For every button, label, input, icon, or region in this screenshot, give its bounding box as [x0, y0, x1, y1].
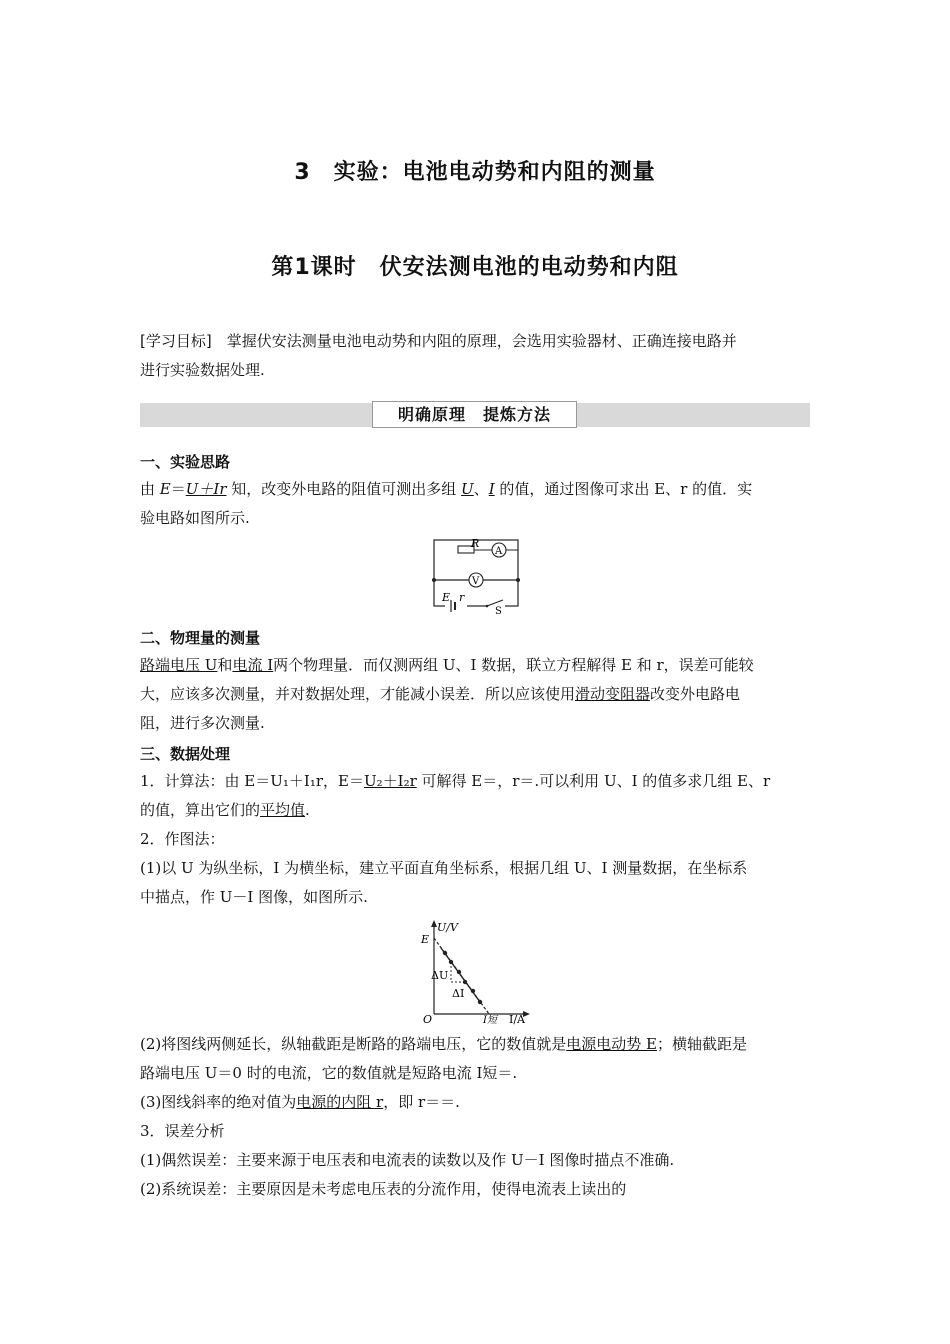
- s1-sep: 、: [473, 480, 489, 498]
- resistor-label: R: [471, 537, 480, 550]
- s1-underline-u: U: [461, 480, 474, 498]
- circuit-diagram: [425, 534, 525, 614]
- delta-i-label: ΔI: [452, 987, 465, 1000]
- data-point: [443, 951, 447, 955]
- s2-and: 和: [217, 656, 233, 674]
- calc-line2-end: .: [305, 801, 310, 819]
- switch-label: S: [495, 606, 502, 614]
- section3-calc: [140, 767, 810, 912]
- s2-underline-current: 电流 I: [232, 656, 274, 674]
- origin-label: O: [423, 1013, 433, 1026]
- data-point: [478, 1000, 482, 1004]
- error-systematic: (2)系统误差：主要原因是未考虑电压表的分流作用，使得电流表上读出的: [140, 1180, 627, 1198]
- objective-label: [学习目标]: [140, 332, 212, 350]
- s2-underline-voltage: 路端电压 U: [140, 656, 218, 674]
- e-intercept-label: E: [421, 933, 430, 946]
- g2-b: ；横轴截距是: [656, 1035, 747, 1053]
- internal-r-label: r: [459, 591, 465, 604]
- emf-label: E: [442, 591, 451, 604]
- chapter-title: 3 实验：电池电动势和内阻的测量: [294, 160, 656, 185]
- section2-heading: 二、物理量的测量: [140, 629, 261, 647]
- objective-line2: 进行实验数据处理.: [140, 361, 265, 379]
- s2-line2-rest: 改变外电路电: [650, 685, 741, 703]
- s2-underline-rheostat: 滑动变阻器: [575, 685, 651, 703]
- data-point: [457, 970, 461, 974]
- s1-text-b: 知，改变外电路的阻值可测出多组: [226, 480, 462, 498]
- calc-underline: U₂＋I₂r: [363, 772, 417, 790]
- calc-b: 可解得 E＝，r＝.可以利用 U、I 的值多求几组 E、r: [416, 772, 771, 790]
- x-axis-label: I/A: [509, 1013, 525, 1026]
- u-i-graph: [418, 918, 534, 1026]
- data-point: [471, 989, 475, 993]
- g2-line2: 路端电压 U＝0 时的电流，它的数值就是短路电流 I短＝.: [140, 1064, 518, 1082]
- s1-text-a: 由: [140, 480, 160, 498]
- s1-underline-i: I: [488, 480, 495, 498]
- delta-u-label: ΔU: [431, 969, 449, 982]
- lesson-title: 第1课时 伏安法测电池的电动势和内阻: [271, 255, 679, 280]
- g3-b: ，即 r＝＝.: [383, 1093, 460, 1111]
- ammeter-label: A: [495, 546, 503, 557]
- s1-text-c: 的值，通过图像可求出 E、r 的值．实: [494, 480, 753, 498]
- error-analysis-title: 3．误差分析: [140, 1122, 225, 1140]
- s2-line1: 两个物理量．而仅测两组 U、I 数据，联立方程解得 E 和 r，误差可能较: [273, 656, 754, 674]
- calc-line2: 的值，算出它们的: [140, 801, 261, 819]
- error-random: (1)偶然误差：主要来源于电压表和电流表的读数以及作 U－I 图像时描点不准确.: [140, 1151, 675, 1169]
- graph-step1-line2: 中描点，作 U－I 图像，如图所示.: [140, 888, 368, 906]
- voltmeter-label: V: [472, 576, 480, 587]
- s2-line2: 大，应该多次测量，并对数据处理，才能减小误差．所以应该使用: [140, 685, 576, 703]
- calc-underline-average: 平均值: [260, 801, 306, 819]
- s1-underline-formula: U＋Ir: [185, 480, 227, 498]
- s1-var-e: E: [159, 480, 171, 498]
- short-current-label: I短: [483, 1015, 497, 1026]
- section3-heading: 三、数据处理: [140, 745, 231, 763]
- calc-a: 1．计算法：由 E＝U₁＋I₁r，E＝: [140, 772, 364, 790]
- graph-method-title: 2．作图法：: [140, 830, 225, 848]
- s1-line2: 验电路如图所示.: [140, 509, 250, 527]
- section1-heading: 一、实验思路: [140, 453, 231, 471]
- y-axis-label: U/V: [437, 921, 458, 934]
- section1-text: [140, 475, 810, 533]
- g2-underline-emf: 电源电动势 E: [566, 1035, 657, 1053]
- learning-objective: [140, 327, 810, 385]
- graph-step1-line1: (1)以 U 为纵坐标，I 为横坐标，建立平面直角坐标系，根据几组 U、I 测量数据，在坐标系: [140, 859, 748, 877]
- s1-eq: ＝: [170, 480, 186, 498]
- objective-line1: 掌握伏安法测量电池电动势和内阻的原理，会选用实验器材、正确连接电路并: [211, 332, 737, 350]
- s2-line3: 阻，进行多次测量.: [140, 714, 265, 732]
- g2-a: (2)将图线两侧延长，纵轴截距是断路的路端电压，它的数值就是: [140, 1035, 567, 1053]
- section-banner-label: 明确原理 提炼方法: [372, 401, 577, 428]
- section2-text: [140, 651, 810, 738]
- g3-a: (3)图线斜率的绝对值为: [140, 1093, 297, 1111]
- g3-underline-r: 电源的内阻 r: [296, 1093, 384, 1111]
- section3-graph-notes: [140, 1030, 810, 1204]
